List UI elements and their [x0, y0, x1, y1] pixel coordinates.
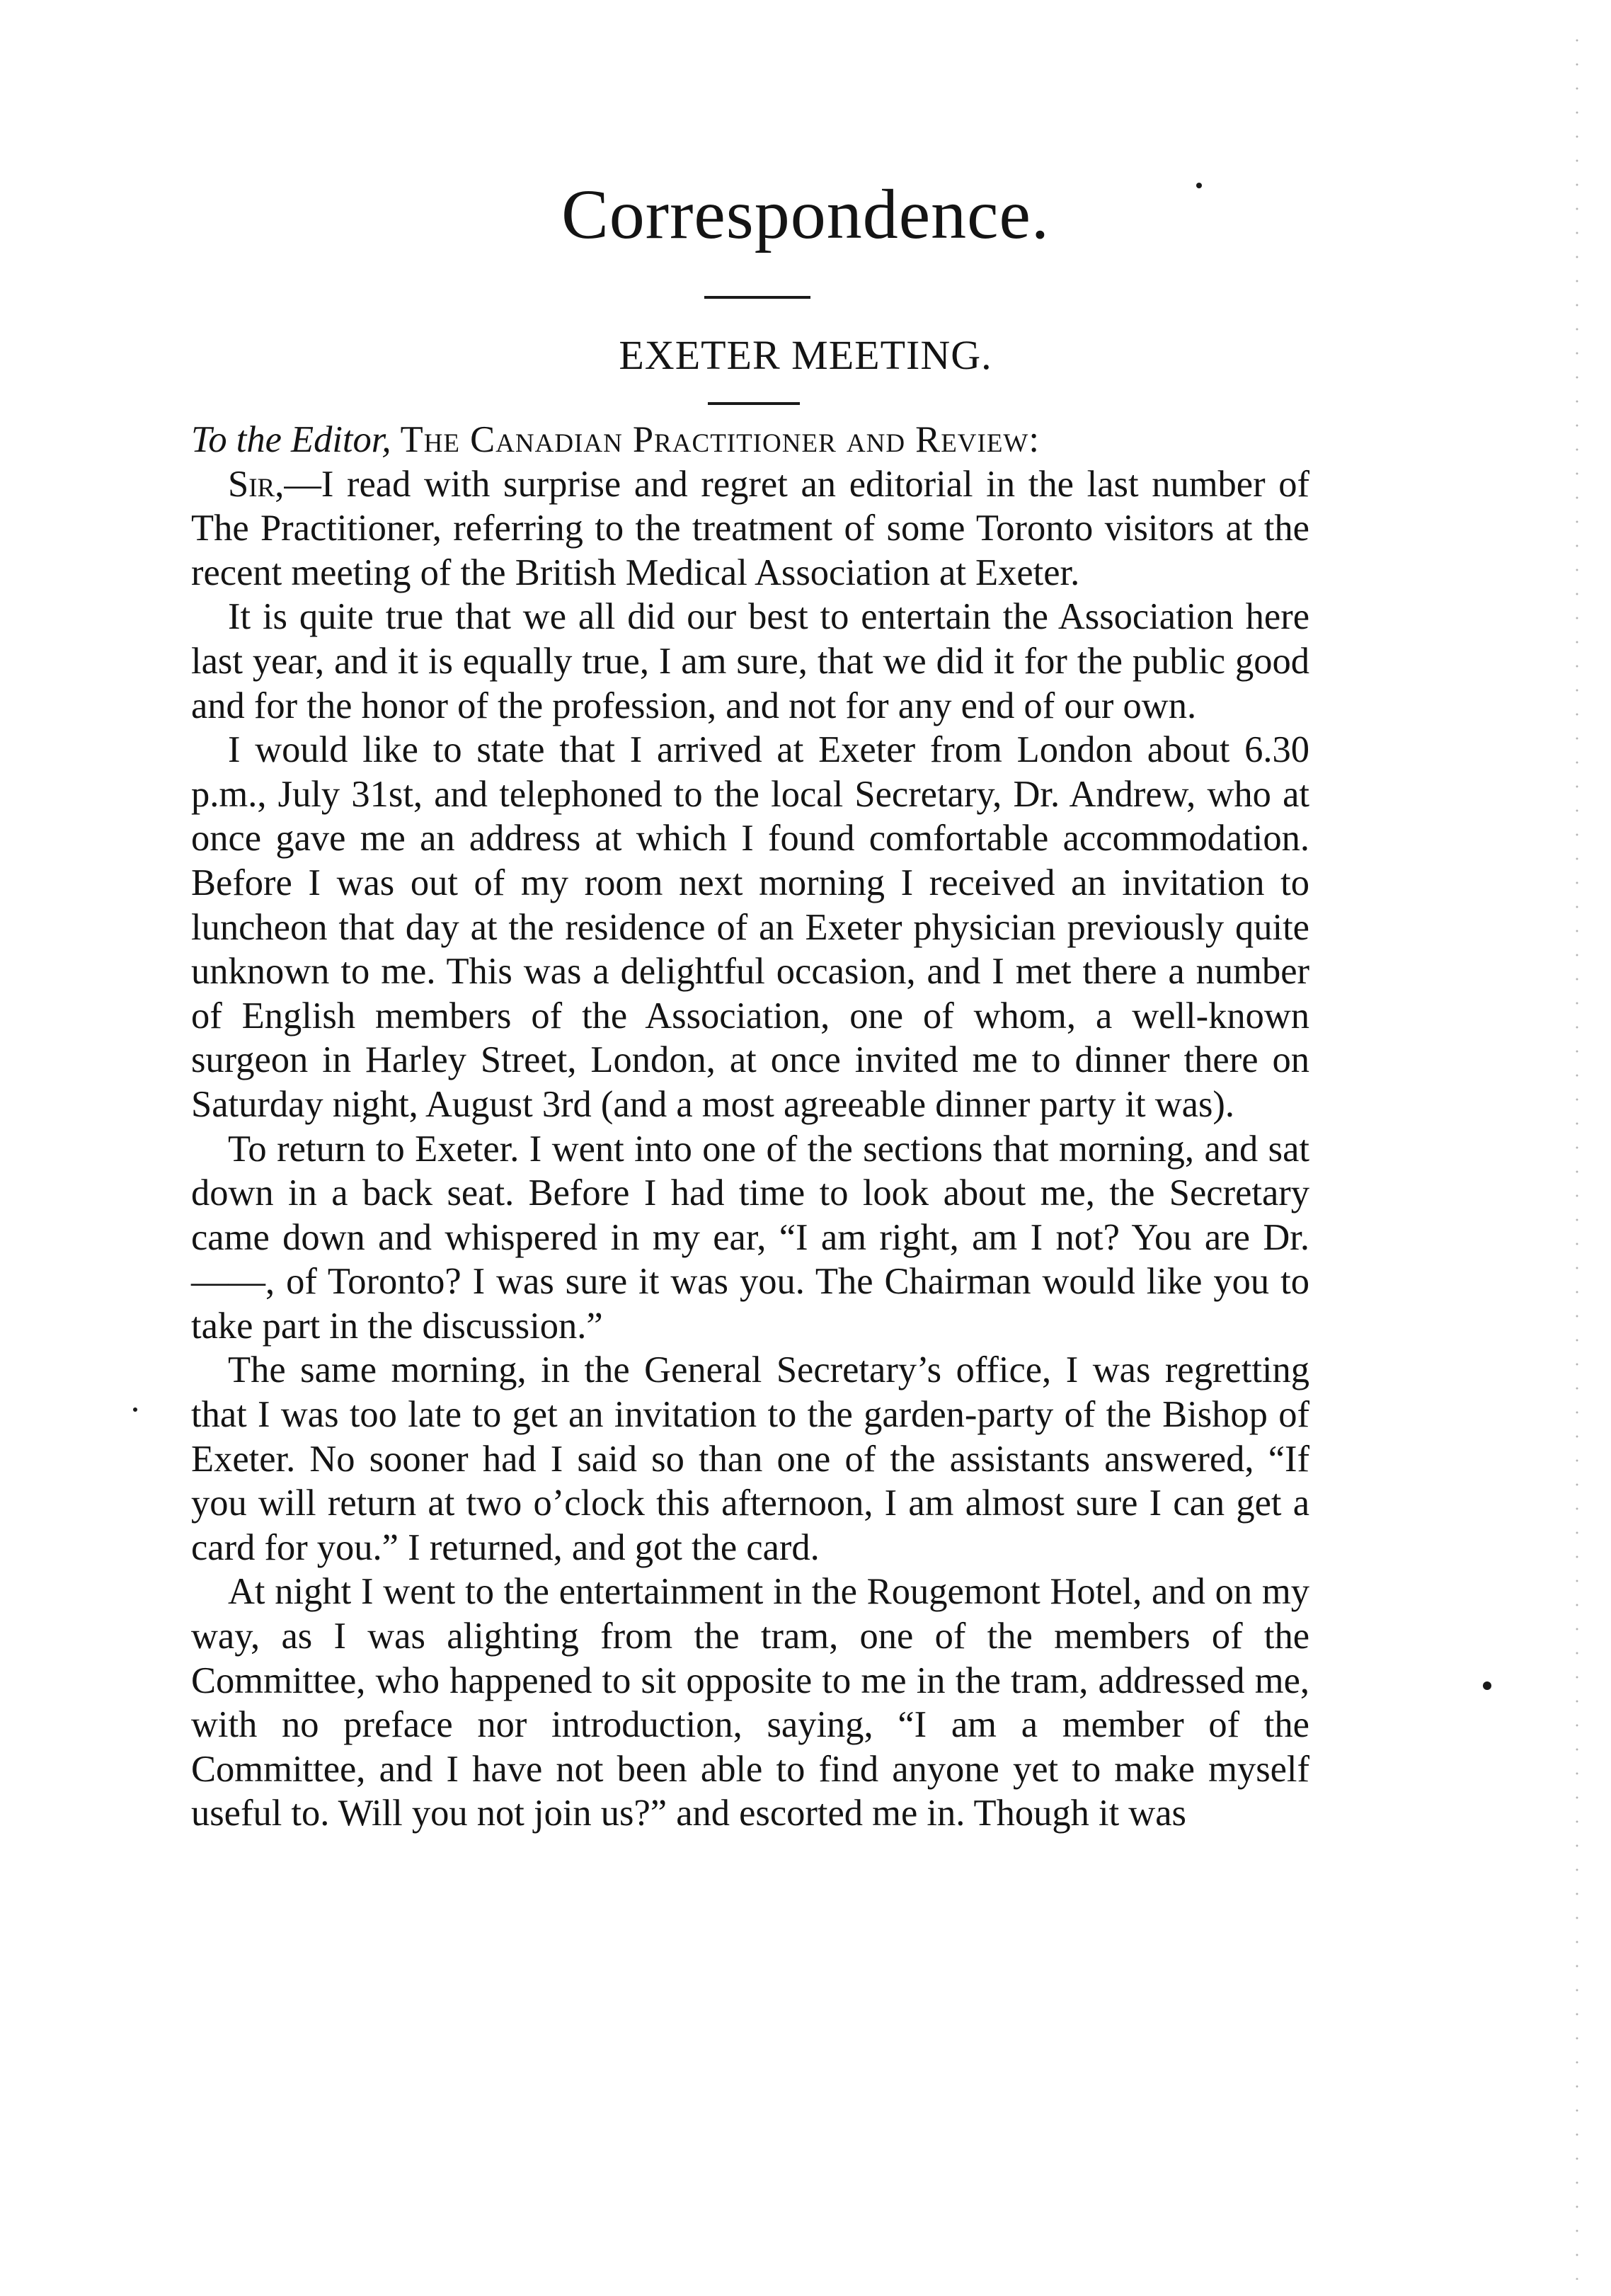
paragraph-text: I would like to state that I arrived at Exeter from London about 6.30 p.m., July 31st, and telephoned to the local Secretary, Dr. Andrew, who at once gave me an address at which I found comfortable accommodation. Before I was out of my room next morning I received an invitation to luncheon that day at the residence of an Exeter physician previously quite unknown to me. This was a delightful occasion, and I met there a number of English members of the Association, one of whom, a well-known surgeon in Harley Street, London, at once invited me to dinner there on Saturday night, August 3rd (and a most agreeable dinner party it was). [191, 729, 1309, 1125]
letter-body [191, 418, 1309, 1836]
paragraph-text: At night I went to the entertainment in the Rougemont Hotel, and on my way, as I was alighting from the tram, one of the members of the Committee, who happened to sit opposite to me in the tram, addressed me, with no preface nor introduction, saying, “I am a member of the Committee, and I have not been able to find anyone yet to make myself useful to. Will you not join us?” and escorted me in. Though it was [191, 1571, 1309, 1834]
heading-divider [708, 402, 800, 405]
ink-speck [1483, 1681, 1491, 1690]
paragraph [191, 595, 1309, 728]
paragraph [191, 1570, 1309, 1836]
salutation-journal: The Canadian Practitioner and Review: [400, 419, 1040, 460]
paragraph [191, 728, 1309, 1126]
paragraph [191, 1127, 1309, 1349]
ink-speck [133, 1407, 137, 1412]
letter-salutation [191, 418, 1309, 462]
paragraph-text: The same morning, in the General Secretary’s office, I was regretting that I was too late to get an invitation to the garden-party of the Bishop of Exeter. No sooner had I said so than one of the assistants answered, “If you will return at two o’clock this afternoon, I am almost sure I can get a card for you.” I returned, and got the card. [191, 1349, 1309, 1568]
page-title: Correspondence. [561, 175, 1050, 253]
paragraph-text: —I read with surprise and regret an editorial in the last number of The Practitioner, referring to the treatment of some Toronto visitors at the recent meeting of the British Medical Association at Exeter. [191, 463, 1309, 593]
paragraph [191, 462, 1309, 595]
paragraph-lead: Sir, [228, 463, 285, 505]
article-heading: EXETER MEETING. [619, 332, 992, 378]
title-divider [704, 296, 810, 299]
paragraph-text: It is quite true that we all did our best to entertain the Association here last year, and it is equally true, I am sure, that we did it for the public good and for the honor of the profession, and not for any end of our own. [191, 596, 1309, 726]
paragraph [191, 1348, 1309, 1570]
salutation-prefix: To the Editor, [191, 419, 391, 460]
paragraph-text: To return to Exeter. I went into one of the sections that morning, and sat down in a back seat. Before I had time to look about me, the Secretary came down and whispered in my ear, “I am right, am I not? You are Dr. ——, of Toronto? I was sure it was you. The Chairman would like you to take part in the discussion.” [191, 1128, 1309, 1347]
